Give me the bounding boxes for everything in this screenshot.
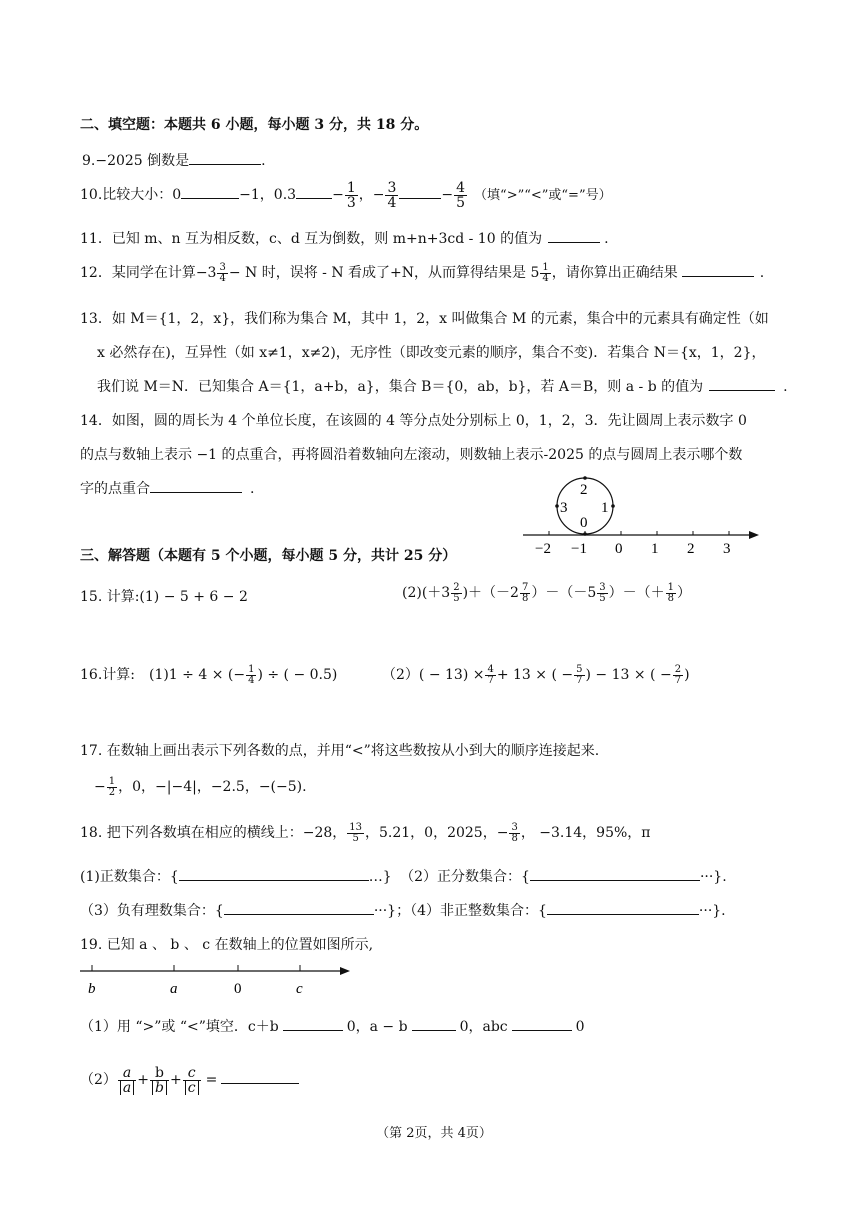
q12-part-2: − N 时，误将 - N 看成了+N，从而算得结果是 5	[228, 265, 540, 281]
q18-positive-set-label: (1)正数集合：{	[80, 869, 179, 885]
q14-circle-number-line-figure	[515, 470, 765, 560]
q10-note: （填“>”“<”或“=”号）	[474, 188, 612, 203]
question-17-line-1: 17. 在数轴上画出表示下列各数的点，并用“<”将这些数按从小到大的顺序连接起来.	[80, 743, 600, 759]
q18-positive-fraction-set-label: （2）正分数集合：{	[400, 869, 530, 885]
question-14-line-2: 的点与数轴上表示 −1 的点重合，再将圆沿着数轴向左滚动，则数轴上表示-2025 的点与圆周上表示哪个数	[80, 447, 743, 463]
q9-number: 9.	[82, 153, 96, 169]
q14-line-3-text: 字的点重合	[80, 481, 150, 497]
q17-fraction-1-2: $\frac{1}{2}$	[108, 775, 116, 798]
question-19-line-1: 19. 已知 a 、 b 、 c 在数轴上的位置如图所示,	[80, 937, 374, 953]
question-16-part-1: 16.计算: (1)1 ÷ 4 × (− $\frac{1}{4}$ ) ÷ ( − 0.5)	[80, 663, 338, 686]
question-18-sets-row-1: (1)正数集合：{ …} （2）正分数集合：{ ···}.	[80, 866, 727, 886]
q19-label-a: a	[170, 981, 178, 997]
q18-non-positive-integer-set-blank[interactable]	[547, 900, 699, 915]
q14-answer-blank[interactable]	[150, 478, 242, 493]
question-19-part-2: （2） $\frac{a}{a}$ + $\frac{b}{b}$ + $\frac{c}{c}$ =	[80, 1060, 299, 1100]
q14-axis-label-neg1: −1	[571, 541, 587, 557]
question-15-part-1: 15. 计算:(1) − 5 + 6 − 2	[80, 589, 248, 605]
q14-axis-label-2: 2	[687, 541, 695, 557]
q18-non-positive-integer-set-label: （4）非正整数集合：{	[410, 903, 547, 919]
circle-label-0: 0	[580, 515, 588, 531]
q19-blank-a-minus-b[interactable]	[412, 1016, 456, 1031]
q18-positive-fraction-set-blank[interactable]	[530, 866, 700, 881]
q11-answer-blank[interactable]	[548, 228, 600, 243]
circle-label-1: 1	[601, 500, 609, 516]
q12-answer-blank[interactable]	[682, 262, 754, 277]
q14-axis-label-3: 3	[723, 541, 731, 557]
question-14-line-1: 14．如图，圆的周长为 4 个单位长度，在该圆的 4 等分点处分别标上 0，1，2，3．先让圆周上表示数字 0	[80, 413, 747, 429]
q11-end: .	[604, 231, 609, 247]
q10-blank-2[interactable]	[296, 184, 332, 199]
question-13-line-3	[97, 376, 788, 396]
q14-axis-label-0: 0	[615, 541, 623, 557]
circle-point-1	[611, 504, 615, 508]
q12-fraction-1-4: $\frac{1}{4}$	[542, 261, 549, 284]
question-18-line-1: 18. 把下列各数填在相应的横线上：−28， $\frac{13}{5}$ ，5.21，0，2025，− $\frac{3}{8}$ ， −3.14，95%，π	[80, 821, 651, 844]
question-15-part-2: (2)(＋3 $\frac{2}{5}$ )＋（－2 $\frac{7}{8}$ ）－（－5 $\frac{3}{5}$ ）－（＋ $\frac{1}{8}$ ）	[402, 581, 691, 604]
q9-end: .	[261, 153, 266, 169]
q19-number-line-figure	[76, 958, 356, 998]
circle-point-2	[583, 476, 587, 480]
q18-fraction-3-8: $\frac{3}{8}$	[511, 821, 518, 844]
question-13-line-2: x 必然存在)，互异性（如 x≠1，x≠2)，无序性（即改变元素的顺序，集合不变)．若集合 N＝{x，1，2}，	[97, 345, 766, 361]
q10-prefix: 10.比较大小：0	[80, 187, 182, 203]
question-16-part-2: （2）( − 13) × $\frac{4}{7}$ + 13 × ( − $\frac{5}{7}$ ) − 13 × ( − $\frac{2}{7}$ )	[382, 663, 690, 686]
question-13-line-1: 13．如 M＝{1，2，x}，我们称为集合 M，其中 1，2，x 叫做集合 M 的元素，集合中的元素具有确定性（如	[80, 311, 769, 327]
circle-label-3: 3	[560, 500, 568, 516]
q10-fraction-3-4: $\frac{3}{4}$	[387, 179, 397, 211]
q13-answer-blank[interactable]	[709, 376, 775, 391]
q10-part-2: −1，0.3	[239, 187, 297, 203]
q14-axis-label-1: 1	[651, 541, 659, 557]
section-3-heading: 三、解答题（本题有 5 个小题，每小题 5 分，共计 25 分）	[80, 548, 457, 564]
q13-line-3-text: 我们说 M＝N．已知集合 A＝{1，a+b，a}，集合 B＝{0，ab，b}，若 A＝B，则 a - b 的值为	[97, 379, 704, 395]
q19-axis-arrow	[340, 967, 350, 975]
q19-blank-abc[interactable]	[512, 1016, 572, 1031]
q19-label-0: 0	[234, 981, 242, 997]
q19-fraction-c-over-abs-c: $\frac{c}{c}$	[183, 1066, 201, 1095]
q16-fraction-2-7: $\frac{2}{7}$	[674, 663, 682, 686]
page-footer: （第 2页，共 4页）	[376, 1126, 492, 1141]
q9-answer-blank[interactable]	[189, 150, 261, 165]
q10-blank-1[interactable]	[181, 184, 239, 199]
q10-part-4: ，−	[358, 187, 385, 203]
question-18-sets-row-2: （3）负有理数集合：{ ···}；（4）非正整数集合：{ ···}.	[80, 900, 726, 920]
circle-point-3	[555, 504, 559, 508]
q18-negative-rational-set-label: （3）负有理数集合：{	[80, 903, 224, 919]
q14-axis-label-neg2: −2	[535, 541, 551, 557]
q18-fraction-13-5: $\frac{13}{5}$	[349, 821, 362, 844]
q12-fraction-3-4: $\frac{3}{4}$	[219, 261, 226, 284]
question-9	[82, 150, 266, 170]
q15-fraction-3-5: $\frac{3}{5}$	[599, 581, 606, 604]
q16-fraction-5-7: $\frac{5}{7}$	[576, 663, 583, 686]
q19-label-c: c	[296, 981, 303, 997]
question-12	[80, 258, 764, 288]
question-11	[80, 228, 609, 248]
q12-end: .	[759, 265, 765, 281]
q16-fraction-1-4: $\frac{1}{4}$	[248, 663, 255, 686]
q19-blank-c-plus-b[interactable]	[283, 1016, 343, 1031]
q19-fraction-a-over-abs-a: $\frac{a}{a}$	[118, 1066, 136, 1095]
q11-text: 11．已知 m、n 互为相反数，c、d 互为倒数，则 m+n+3cd - 10 的值为	[80, 231, 543, 247]
q19-label-b: b	[88, 981, 96, 997]
q9-text: −2025 倒数是	[95, 153, 190, 169]
question-19-part-1: （1）用 “>”或 “<”填空．c＋b 0，a − b 0，abc 0	[80, 1016, 585, 1036]
q14-end: .	[250, 481, 255, 497]
q18-negative-rational-set-blank[interactable]	[224, 900, 374, 915]
q10-blank-3[interactable]	[399, 184, 441, 199]
q18-positive-set-blank[interactable]	[179, 866, 369, 881]
q15-fraction-2-5: $\frac{2}{5}$	[453, 581, 460, 604]
q10-minus-1: −	[332, 187, 344, 203]
q14-axis-arrow	[749, 531, 759, 539]
q19-answer-blank[interactable]	[221, 1069, 299, 1084]
question-10	[80, 176, 612, 215]
q10-fraction-4-5: $\frac{4}{5}$	[456, 179, 466, 211]
q19-fraction-b-over-abs-b: $\frac{b}{b}$	[150, 1066, 169, 1095]
q13-end: .	[783, 379, 788, 395]
q15-fraction-1-8: $\frac{1}{8}$	[667, 581, 674, 604]
q12-part-1: 12．某同学在计算−3	[80, 265, 217, 281]
circle-label-2: 2	[580, 482, 588, 498]
q15-fraction-7-8: $\frac{7}{8}$	[521, 581, 529, 604]
q10-minus-3: −	[441, 187, 454, 203]
q10-fraction-1-3: $\frac{1}{3}$	[346, 179, 356, 211]
question-14-line-3	[80, 478, 254, 498]
q12-part-3: ，请你算出正确结果	[551, 265, 678, 281]
question-17-line-2: − $\frac{1}{2}$ ，0，−|−4|，−2.5，−(−5).	[94, 775, 307, 798]
section-2-heading: 二、填空题：本题共 6 小题，每小题 3 分，共 18 分。	[80, 117, 429, 133]
q16-fraction-4-7: $\frac{4}{7}$	[487, 663, 494, 686]
